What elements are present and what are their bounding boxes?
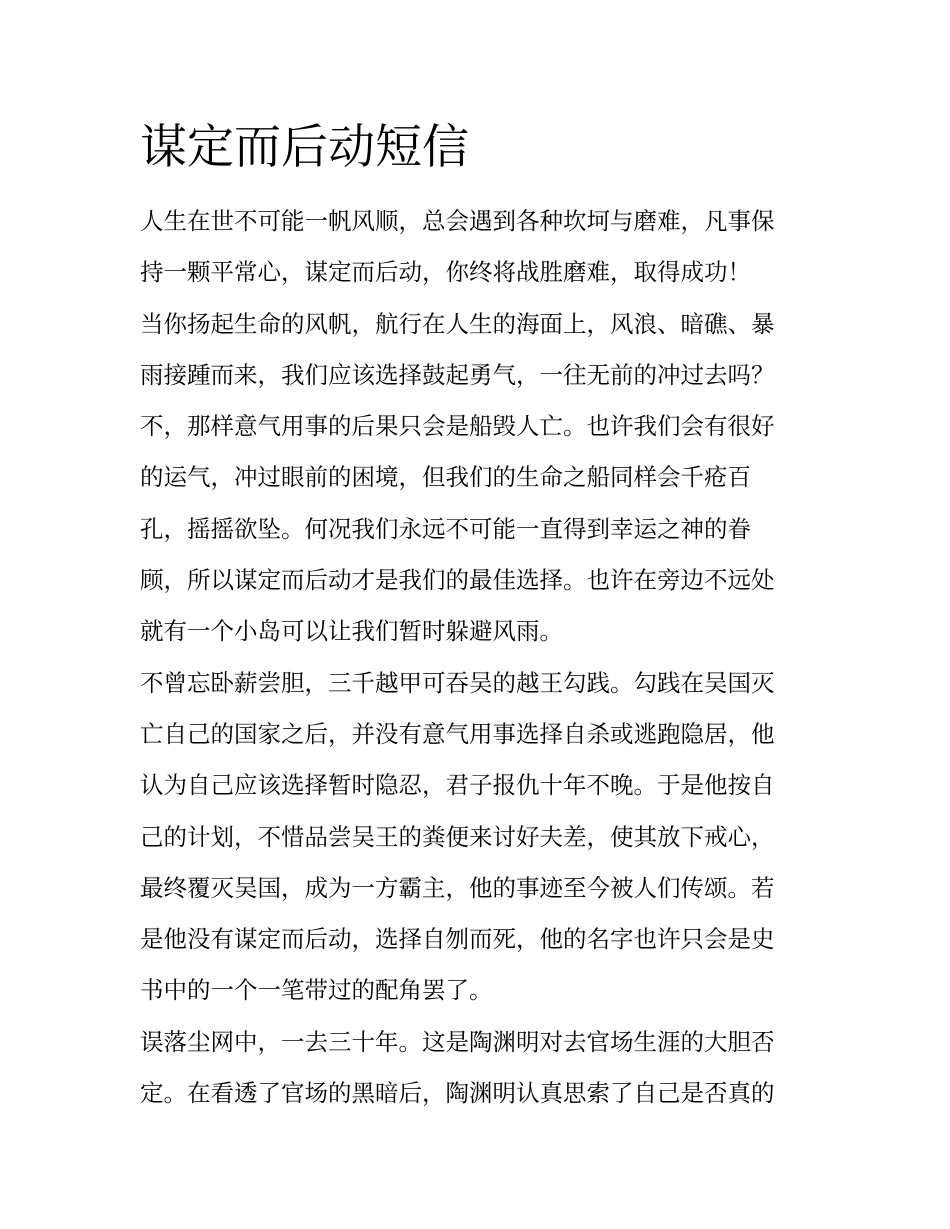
document-body <box>140 196 820 1119</box>
text-line: 不曾忘卧薪尝胆，三千越甲可吞吴的越王勾践。勾践在吴国灭 <box>140 668 775 697</box>
text-line: 雨接踵而来，我们应该选择鼓起勇气，一往无前的冲过去吗？ <box>140 360 775 389</box>
text-line: 人生在世不可能一帆风顺，总会遇到各种坎坷与磨难，凡事保 <box>140 207 775 235</box>
text-line: 持一颗平常心，谋定而后动，你终将战胜磨难，取得成功！ <box>140 258 751 287</box>
text-line: 己的计划，不惜品尝吴王的粪便来讨好夫差，使其放下戒心， <box>140 822 775 851</box>
text-line: 就有一个小岛可以让我们暂时躲避风雨。 <box>140 617 563 646</box>
text-line: 书中的一个一笔带过的配角罢了。 <box>140 976 493 1005</box>
text-line: 当你扬起生命的风帆，航行在人生的海面上，风浪、暗礁、暴 <box>140 309 775 338</box>
document-title: 谋定而后动短信 <box>140 120 469 175</box>
text-line: 误落尘网中，一去三十年。这是陶渊明对去官场生涯的大胆否 <box>140 1027 775 1056</box>
text-line: 顾，所以谋定而后动才是我们的最佳选择。也许在旁边不远处 <box>140 566 775 595</box>
text-line: 亡自己的国家之后，并没有意气用事选择自杀或逃跑隐居，他 <box>140 719 775 748</box>
text-line: 定。在看透了官场的黑暗后，陶渊明认真思索了自己是否真的 <box>140 1079 775 1108</box>
text-line: 的运气，冲过眼前的困境，但我们的生命之船同样会千疮百 <box>140 463 751 492</box>
text-line: 是他没有谋定而后动，选择自刎而死，他的名字也许只会是史 <box>140 925 775 954</box>
text-line: 孔，摇摇欲坠。何况我们永远不可能一直得到幸运之神的眷 <box>140 514 751 543</box>
text-line: 认为自己应该选择暂时隐忍，君子报仇十年不晚。于是他按自 <box>140 771 775 800</box>
text-line: 不，那样意气用事的后果只会是船毁人亡。也许我们会有很好 <box>140 412 775 441</box>
text-line: 最终覆灭吴国，成为一方霸主，他的事迹至今被人们传颂。若 <box>140 873 775 902</box>
